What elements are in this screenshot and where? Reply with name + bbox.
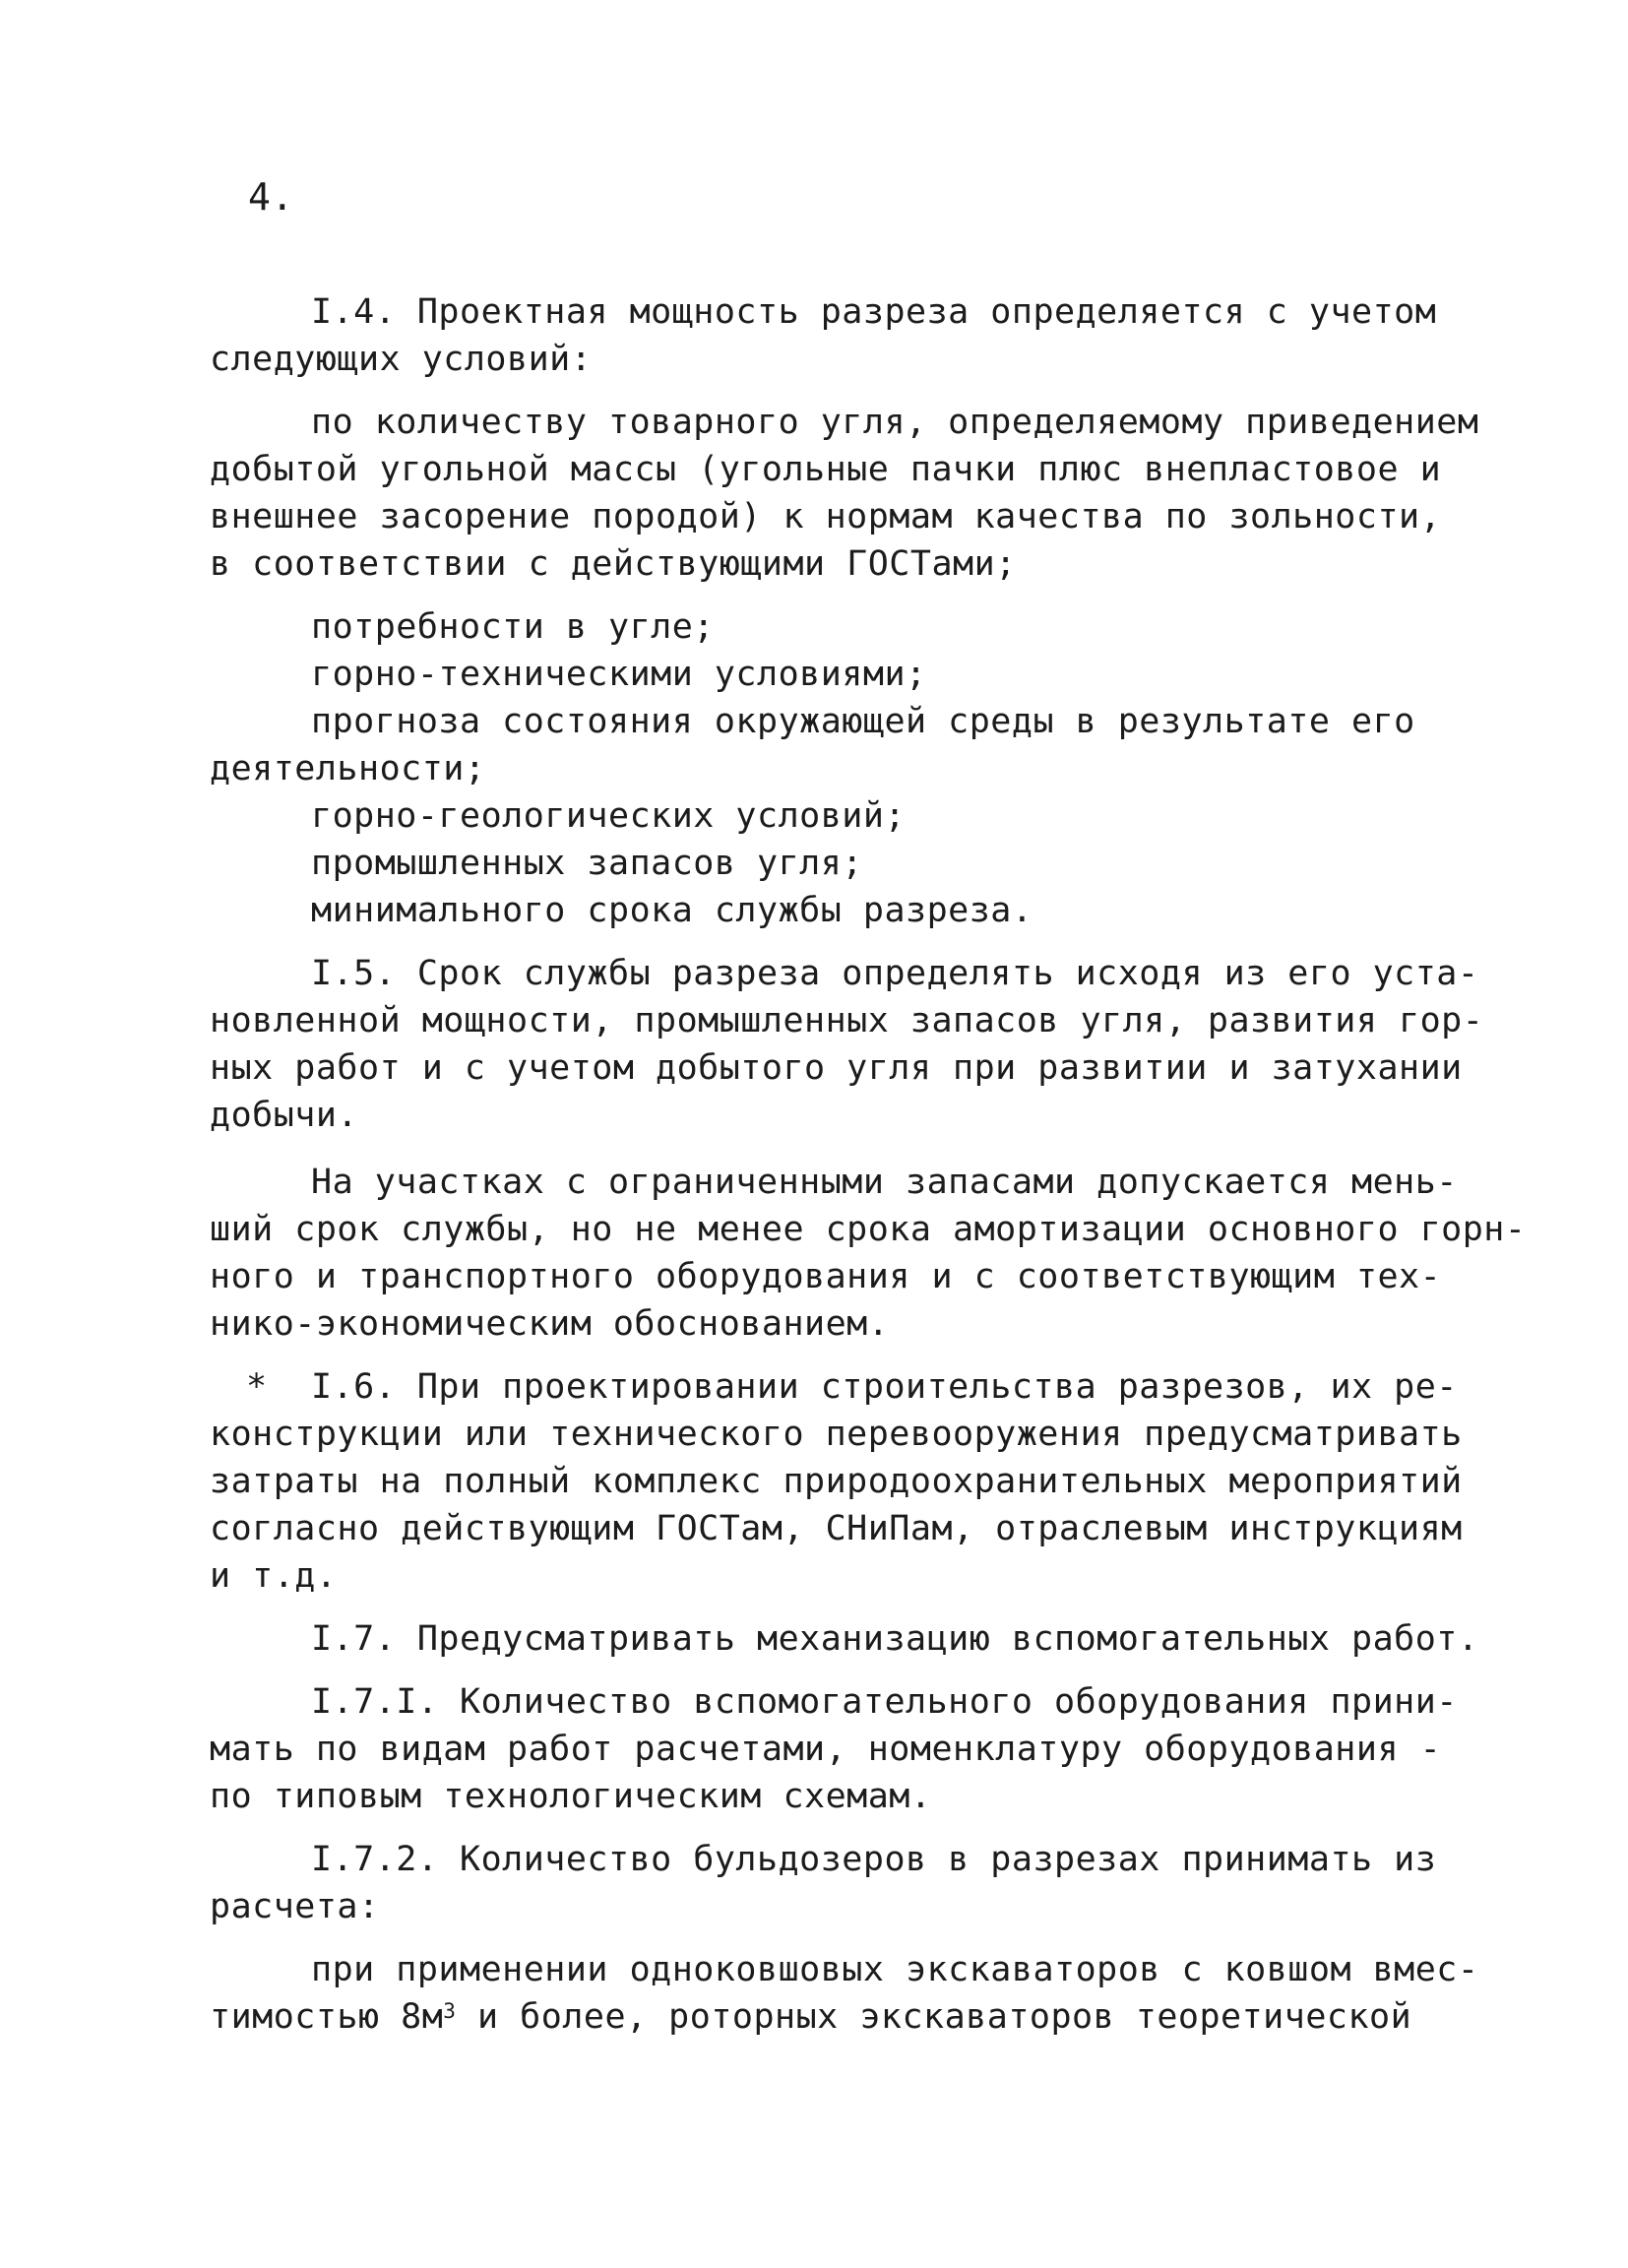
list-item: промышленных запасов угля; (311, 844, 863, 883)
section-1-4-line: следующих условий: (210, 340, 593, 379)
section-1-5-line: I.5. Срок службы разреза определять исходя из его уста- (311, 954, 1479, 993)
section-1-4-line: I.4. Проектная мощность разреза определяется с учетом (311, 292, 1437, 332)
list-item: потребности в угле; (311, 607, 715, 647)
section-1-6-line: I.6. При проектировании строительства разрезов, их ре- (311, 1367, 1458, 1407)
paragraph-line: нико-экономическим обоснованием. (210, 1304, 890, 1344)
paragraph-line: ший срок службы, но не менее срока амортизации основного горн- (210, 1210, 1527, 1249)
paragraph-line (210, 1993, 1411, 2041)
paragraph-line: добытой угольной массы (угольные пачки плюс внепластовое и (210, 450, 1442, 489)
section-1-6-line: и т.д. (210, 1556, 338, 1596)
paragraph-line: внешнее засорение породой) к нормам качества по зольности, (210, 497, 1442, 536)
paragraph-line: в соответствии с действующими ГОСТами; (210, 544, 1017, 584)
section-1-7-2-line: I.7.2. Количество бульдозеров в разрезах принимать из (311, 1840, 1437, 1879)
section-1-7-1-line: мать по видам работ расчетами, номенклатуру оборудования - (210, 1730, 1442, 1769)
section-1-5-line: новленной мощности, промышленных запасов угля, развития гор- (210, 1001, 1484, 1040)
list-item-continuation: деятельности; (210, 749, 486, 788)
paragraph-line: ного и транспортного оборудования и с соответствующим тех- (210, 1257, 1442, 1296)
margin-asterisk-marker: * (246, 1367, 268, 1407)
paragraph-line: по количеству товарного угля, определяемому приведением (311, 403, 1479, 442)
text-run: тимостью 8м (210, 1997, 444, 2037)
section-1-6-line: конструкции или технического перевооружения предусматривать (210, 1415, 1463, 1454)
section-1-6-line: затраты на полный комплекс природоохранительных мероприятий (210, 1462, 1463, 1501)
page-number: 4. (248, 175, 294, 219)
text-run: и более, роторных экскаваторов теоретической (456, 1997, 1412, 2037)
section-1-7-1-line: по типовым технологическим схемам. (210, 1777, 932, 1816)
section-1-7-1-line: I.7.I. Количество вспомогательного оборудования прини- (311, 1682, 1458, 1722)
section-1-7-line: I.7. Предусматривать механизацию вспомогательных работ. (311, 1619, 1479, 1659)
paragraph-line: На участках с ограниченными запасами допускается мень- (311, 1163, 1458, 1202)
list-item: горно-геологических условий; (311, 796, 907, 836)
section-1-6-line: согласно действующим ГОСТам, СНиПам, отраслевым инструкциям (210, 1509, 1463, 1548)
list-item: минимального срока службы разреза. (311, 891, 1033, 930)
list-item: горно-техническими условиями; (311, 655, 927, 694)
list-item: прогноза состояния окружающей среды в результате его (311, 702, 1415, 741)
superscript-exponent: 3 (443, 1999, 457, 2023)
section-1-5-line: добычи. (210, 1096, 359, 1135)
section-1-5-line: ных работ и с учетом добытого угля при развитии и затухании (210, 1048, 1463, 1088)
paragraph-line: при применении одноковшовых экскаваторов с ковшом вмес- (311, 1950, 1479, 1989)
section-1-7-2-line: расчета: (210, 1887, 380, 1926)
